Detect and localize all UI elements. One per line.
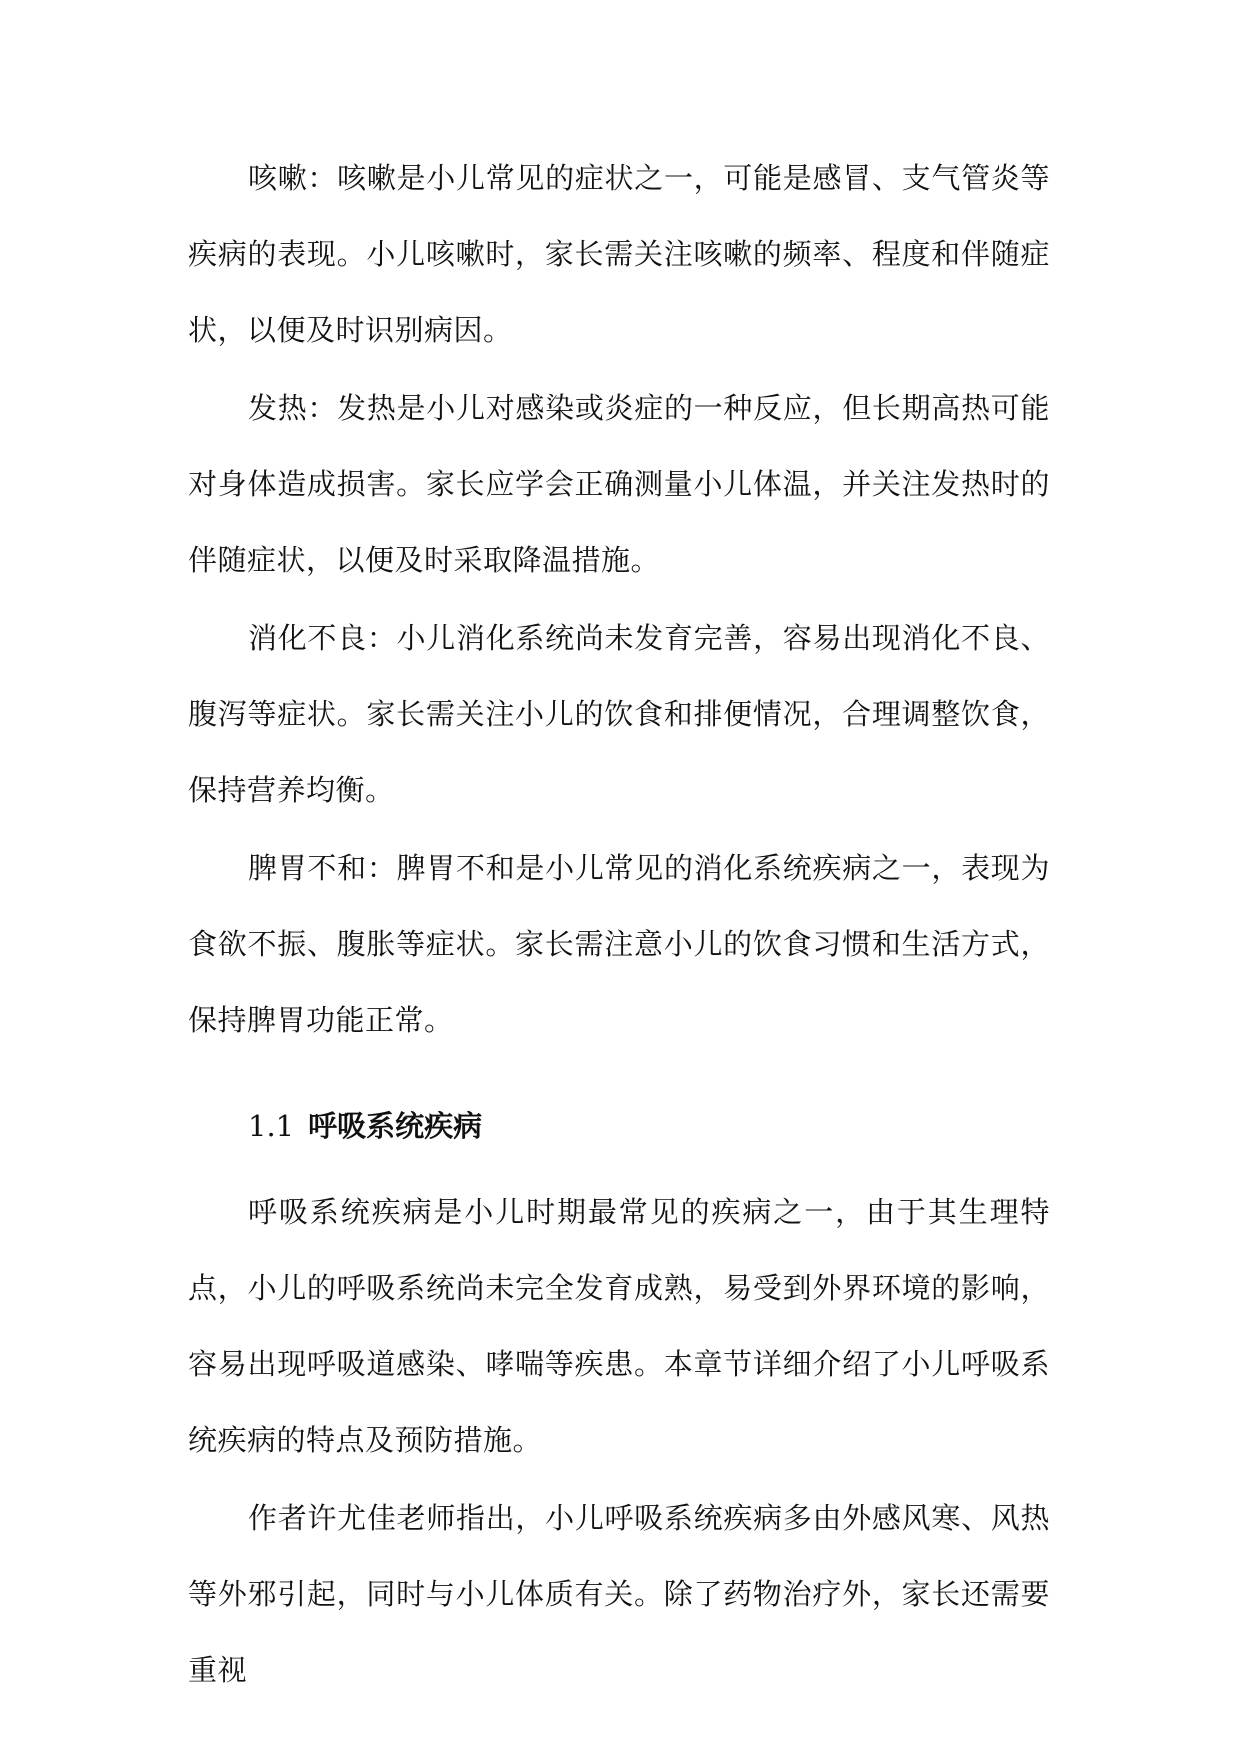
paragraph-author-note: 作者许尤佳老师指出，小儿呼吸系统疾病多由外感风寒、风热等外邪引起，同时与小儿体质有关。除了药物治疗外，家长还需要重视 [188, 1501, 1050, 1687]
section-number: 1.1 [248, 1109, 295, 1143]
paragraph-respiratory-intro: 呼吸系统疾病是小儿时期最常见的疾病之一，由于其生理特点，小儿的呼吸系统尚未完全发育成熟，易受到外界环境的影响，容易出现呼吸道感染、哮喘等疾患。本章节详细介绍了小儿呼吸系统疾病的特点及预防措施。 [188, 1195, 1050, 1457]
paragraph-fever: 发热：发热是小儿对感染或炎症的一种反应，但长期高热可能对身体造成损害。家长应学会正确测量小儿体温，并关注发热时的伴随症状，以便及时采取降温措施。 [188, 391, 1050, 577]
paragraph-cough: 咳嗽：咳嗽是小儿常见的症状之一，可能是感冒、支气管炎等疾病的表现。小儿咳嗽时，家长需关注咳嗽的频率、程度和伴随症状，以便及时识别病因。 [188, 161, 1050, 347]
document-body [188, 140, 1050, 1710]
paragraph-spleen-stomach: 脾胃不和：脾胃不和是小儿常见的消化系统疾病之一，表现为食欲不振、腹胀等症状。家长需注意小儿的饮食习惯和生活方式，保持脾胃功能正常。 [188, 851, 1050, 1037]
section-title: 呼吸系统疾病 [308, 1109, 483, 1143]
paragraph-indigestion: 消化不良：小儿消化系统尚未发育完善，容易出现消化不良、腹泻等症状。家长需关注小儿的饮食和排便情况，合理调整饮食，保持营养均衡。 [188, 621, 1050, 807]
section-heading [188, 1088, 1050, 1164]
